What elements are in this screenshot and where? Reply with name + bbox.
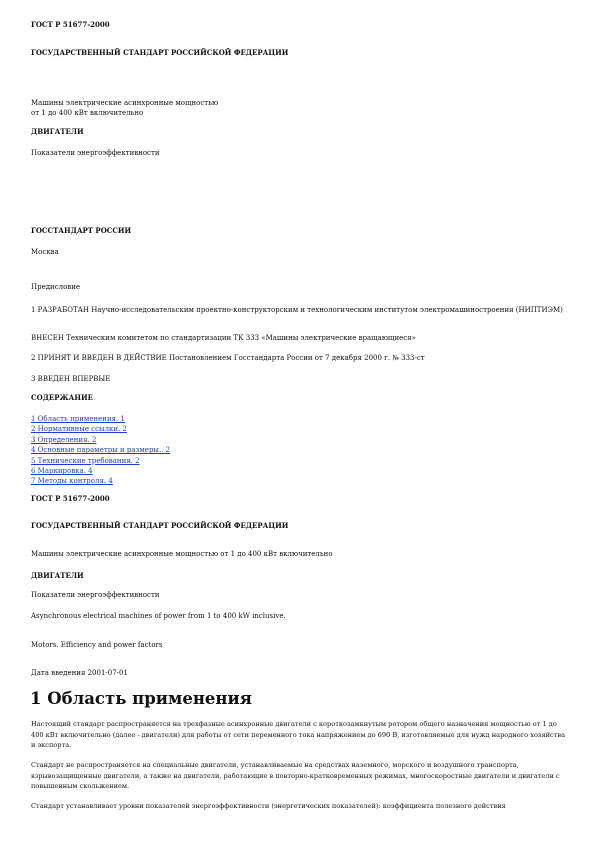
city: Москва <box>31 248 59 256</box>
paragraph: Стандарт не распространяется на специальные двигатели, устанавливаемые на средствах наземного, морского и воздушного транспорта, взрывозащищенные двигатели, а также на двигатели, работающие в повторно-кратковременных режимах, многоскоростные двигатели и двигатели с повышенным скольжением. <box>31 761 560 790</box>
contents-heading: СОДЕРЖАНИЕ <box>31 393 93 402</box>
efficiency-top: Показатели энергоэффективности <box>31 149 160 157</box>
toc-link[interactable]: 1 Область применения. 1 <box>31 415 125 423</box>
title-en: Asynchronous electrical machines of power from 1 to 400 kW inclusive. <box>31 612 286 620</box>
state-standard: ГОСУДАРСТВЕННЫЙ СТАНДАРТ РОССИЙСКОЙ ФЕДЕРАЦИИ <box>31 521 289 530</box>
title-ru-line2: от 1 до 400 кВт включительно <box>31 109 144 117</box>
doc-number: ГОСТ Р 51677-2000 <box>31 494 110 503</box>
introduced-by: ВНЕСЕН Техническим комитетом по стандартизации ТК 333 «Машины электрические вращающиеся» <box>31 334 416 342</box>
intro-date: Дата введения 2001-07-01 <box>31 669 128 677</box>
efficiency-indicators: Показатели энергоэффективности <box>31 591 160 599</box>
title-ru-line1: Машины электрические асинхронные мощностью <box>31 99 219 107</box>
gosstandart: ГОССТАНДАРТ РОССИИ <box>31 226 132 235</box>
section1-heading: 1 Область применения <box>30 689 252 708</box>
paragraph: Настоящий стандарт распространяется на трехфазные асинхронные двигатели с короткозамкнутым ротором общего назначения мощностью от 1 до 400 кВт включительно (далее - двигатели) для работы от сети переменного тока напряжением до 690 В, изготовляемые для нужд народного хозяйства и экспорта. <box>31 720 566 749</box>
doc-number-top: ГОСТ Р 51677-2000 <box>31 20 110 29</box>
foreword: Предисловие <box>31 283 81 291</box>
toc-link[interactable]: 6 Маркировка. 4 <box>31 467 93 476</box>
toc-link[interactable]: 7 Методы контроля. 4 <box>31 477 113 486</box>
adopted: 2 ПРИНЯТ И ВВЕДЕН В ДЕЙСТВИЕ Постановлением Госстандарта России от 7 декабря 2000 г. № 333-ст <box>31 354 425 362</box>
title-en-2: Motors. Efficiency and power factors <box>31 641 163 649</box>
title-ru-full: Машины электрические асинхронные мощностью от 1 до 400 кВт включительно <box>31 550 333 558</box>
table-of-contents <box>31 414 170 487</box>
developed-by: 1 РАЗРАБОТАН Научно-исследовательским проектно-конструкторским и технологическим институтом электромашиностроения (НИПТИЭМ) <box>31 306 563 314</box>
paragraph: Стандарт устанавливает уровни показателей энергоэффективности (энергетических показателей): коэффициента полезного действия <box>31 802 506 810</box>
toc-link[interactable]: 2 Нормативные ссылки. 2 <box>31 425 127 434</box>
engines: ДВИГАТЕЛИ <box>31 571 84 580</box>
first-time: 3 ВВЕДЕН ВПЕРВЫЕ <box>31 375 111 383</box>
toc-link[interactable]: 4 Основные параметры и размеры.. 2 <box>31 446 171 455</box>
engines-top: ДВИГАТЕЛИ <box>31 127 84 136</box>
toc-link[interactable]: 3 Определения. 2 <box>31 435 97 444</box>
toc-link[interactable]: 5 Технические требования. 2 <box>31 456 140 465</box>
state-standard-top: ГОСУДАРСТВЕННЫЙ СТАНДАРТ РОССИЙСКОЙ ФЕДЕРАЦИИ <box>31 48 289 57</box>
